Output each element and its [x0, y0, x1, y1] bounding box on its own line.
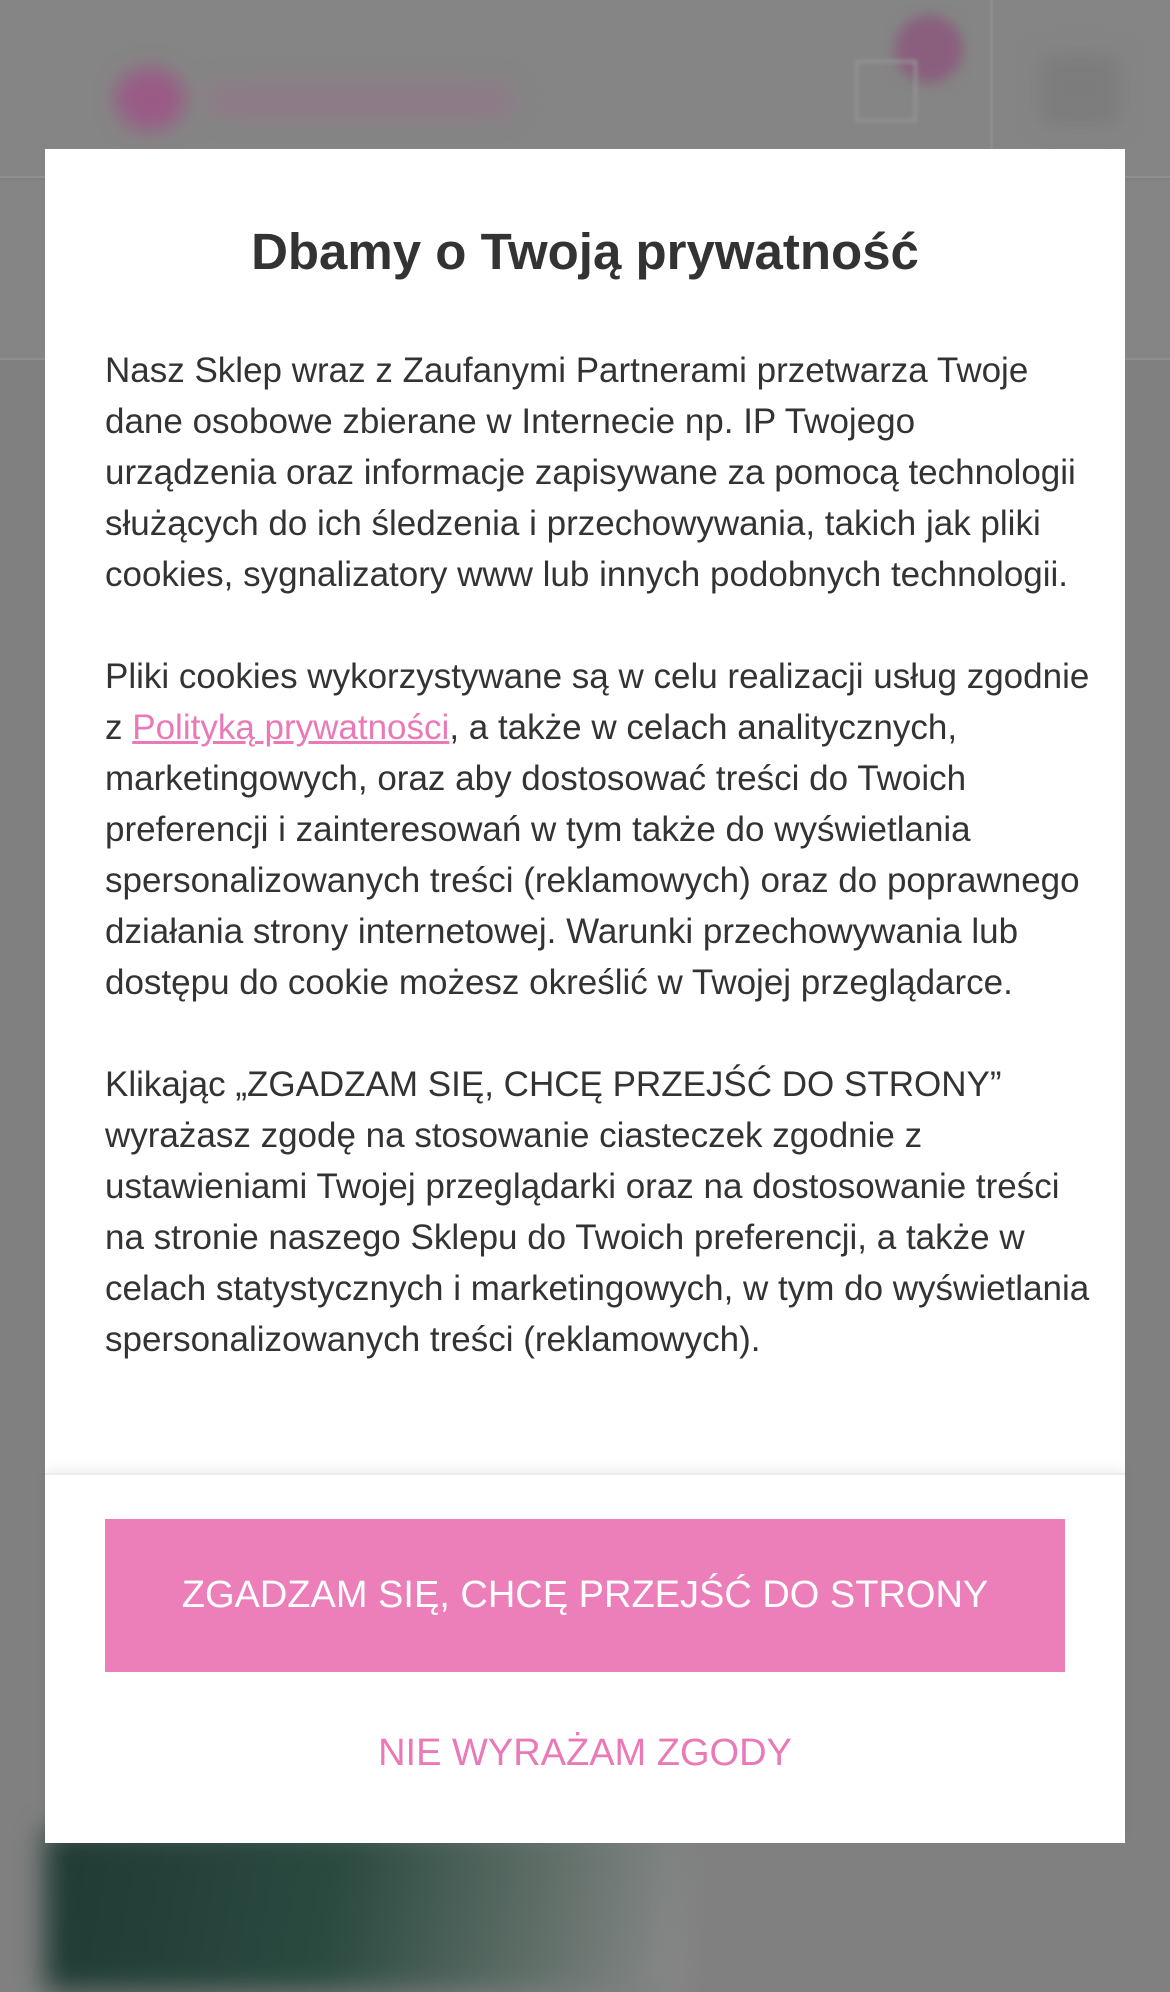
accept-button[interactable]: ZGADZAM SIĘ, CHCĘ PRZEJŚĆ DO STRONY	[105, 1519, 1065, 1672]
decline-button[interactable]: NIE WYRAŻAM ZGODY	[105, 1703, 1065, 1803]
background-photo	[45, 1830, 685, 1992]
menu-icon	[1040, 55, 1120, 125]
site-logo	[115, 60, 525, 140]
consent-paragraph-2-start: Pliki cookies wykorzystywane są w celu realizacji usług zgodnie z	[105, 657, 1090, 747]
modal-footer	[45, 1473, 1125, 1843]
consent-paragraph-2-end: , a także w celach analitycznych, marketingowych, oraz aby dostosować treści do Twoich preferencji i zainteresowań w tym także do wyświetlania spersonalizowanych treści (reklamowych) oraz do poprawnego działania strony internetowej. Warunki przechowywania lub dostępu do cookie możesz określić w Twojej przeglądarce.	[105, 708, 1080, 1002]
logo-mark	[115, 68, 185, 130]
modal-body[interactable]	[105, 345, 1090, 1473]
cookie-consent-modal	[45, 149, 1125, 1843]
privacy-policy-link[interactable]: Polityką prywatności	[132, 708, 450, 747]
consent-paragraph-2	[105, 651, 1090, 1008]
consent-paragraph-1: Nasz Sklep wraz z Zaufanymi Partnerami przetwarza Twoje dane osobowe zbierane w Internecie np. IP Twojego urządzenia oraz informacje zapisywane za pomocą technologii służących do ich śledzenia i przechowywania, takich jak pliki cookies, sygnalizatory www lub innych podobnych technologii.	[105, 351, 1076, 594]
modal-title: Dbamy o Twoją prywatność	[251, 223, 919, 280]
consent-paragraph-3: Klikając „ZGADZAM SIĘ, CHCĘ PRZEJŚĆ DO STRONY” wyrażasz zgodę na stosowanie ciasteczek zgodnie z ustawieniami Twojej przeglądarki oraz na dostosowanie treści na stronie naszego Sklepu do Twoich preferencji, a także w celach statystycznych i marketingowych, w tym do wyświetlania spersonalizowanych treści (reklamowych).	[105, 1065, 1090, 1359]
cart-icon	[855, 60, 917, 122]
logo-wordmark	[205, 82, 515, 118]
